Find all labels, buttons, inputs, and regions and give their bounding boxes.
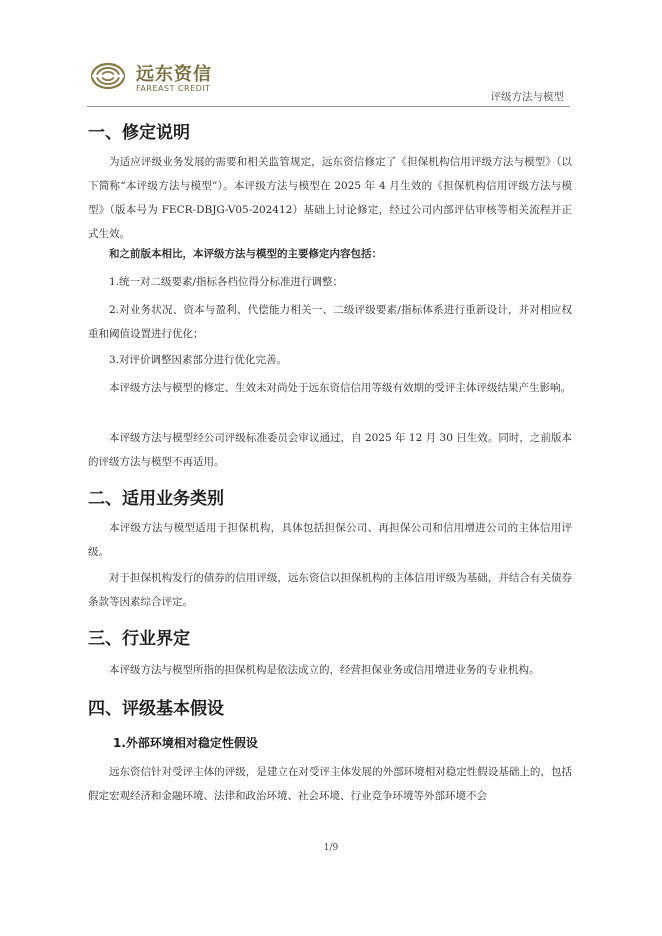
section-heading-revision: 一、修定说明 [88,123,190,143]
list-item: 2.对业务状况、资本与盈利、代偿能力相关一、二级评级要素/指标体系进行重新设计，并对相应权重和阈值设置进行优化； [88,304,572,340]
document-tag: 评级方法与模型 [490,91,564,103]
page-header [0,0,662,112]
company-name-en: FAREAST CREDIT [136,84,211,93]
section-heading-scope: 二、适用业务类别 [88,489,224,509]
list-item: 3.对评价调整因素部分进行优化完善。 [109,354,288,366]
page-number: 1/9 [323,843,339,853]
section-heading-assumptions: 四、评级基本假设 [88,699,224,719]
paragraph: 本评级方法与模型所指的担保机构是依法成立的，经营担保业务或信用增进业务的专业机构。 [109,664,540,676]
paragraph: 远东资信针对受评主体的评级，是建立在对受评主体发展的外部环境相对稳定性假设基础上的，包括假定宏观经济和金融环境、法律和政治环境、社会环境、行业竞争环境等外部环境不会 [88,766,572,802]
subsection-heading: 1.外部环境相对稳定性假设 [113,736,258,750]
paragraph-bold: 和之前版本相比，本评级方法与模型的主要修定内容包括： [109,248,382,260]
header-divider [87,106,570,107]
paragraph: 本评级方法与模型经公司评级标准委员会审议通过，自 2025 年 12 月 30 日生效。同时，之前版本的评级方法与模型不再适用。 [88,432,572,468]
fareast-credit-logo-icon [90,62,126,90]
paragraph: 本评级方法与模型适用于担保机构，具体包括担保公司、再担保公司和信用增进公司的主体信用评级。 [88,522,572,558]
paragraph: 对于担保机构发行的债券的信用评级，远东资信以担保机构的主体信用评级为基础，并结合有关债券条款等因素综合评定。 [88,572,572,608]
paragraph: 为适应评级业务发展的需要和相关监管规定，远东资信修定了《担保机构信用评级方法与模型》（以下简称“本评级方法与模型”）。本评级方法与模型在 2025 年 4 月生效的《担保机构信用评级方法与模型》（版本号为 FECR-DBJG-V05-202412）基础上讨论修定，经过公司内部评估审核等相关流程并正式生效。 [88,156,572,240]
section-heading-industry: 三、行业界定 [88,629,190,649]
company-name-cn: 远东资信 [136,64,212,85]
list-item: 1.统一对二级要素/指标各档位得分标准进行调整； [109,276,344,288]
paragraph: 本评级方法与模型的修定、生效未对尚处于远东资信信用等级有效期的受评主体评级结果产生影响。 [109,382,571,394]
